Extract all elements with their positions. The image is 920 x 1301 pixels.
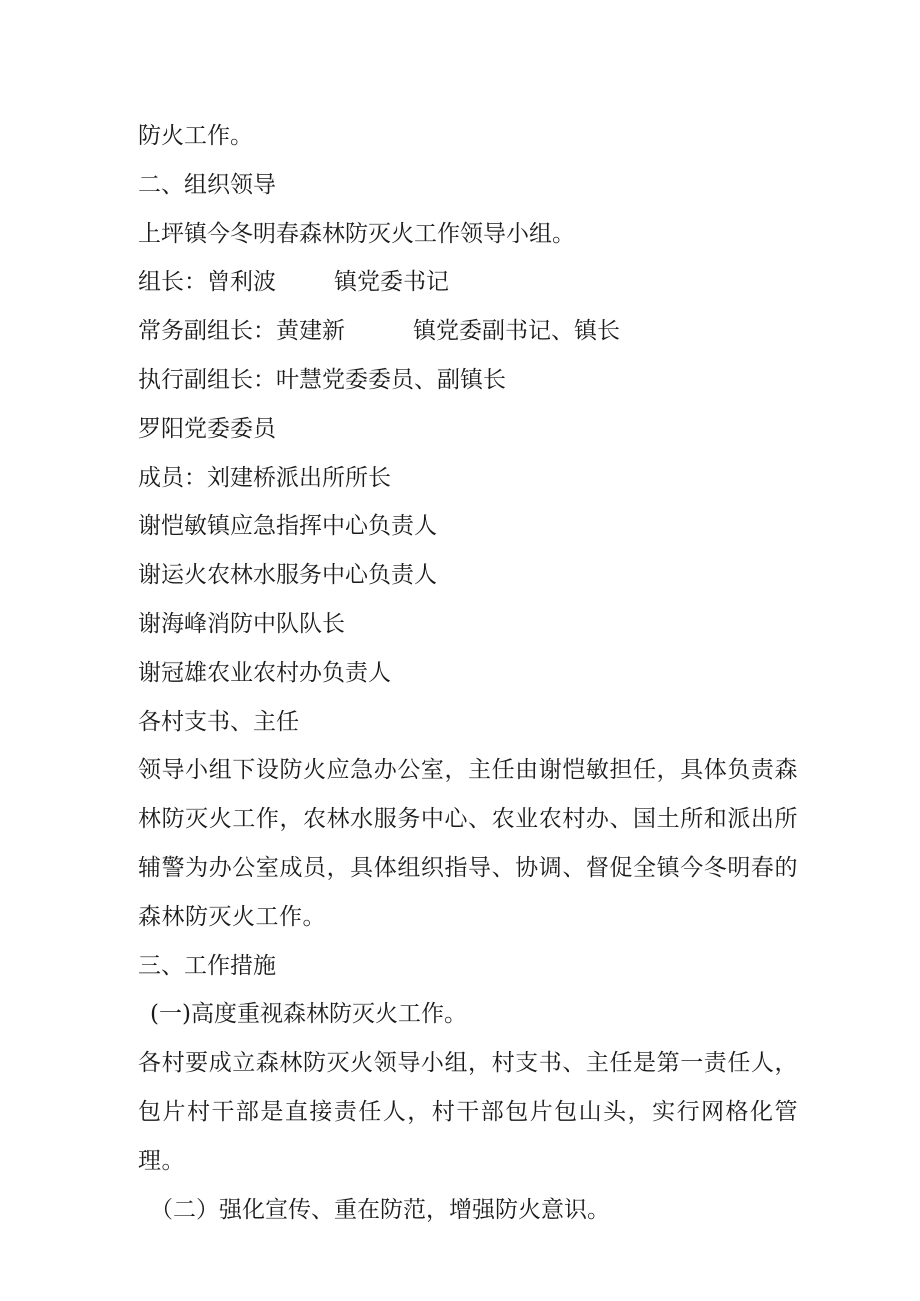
text-line: 谢恺敏镇应急指挥中心负责人	[138, 513, 437, 540]
member-name: 组长：曾利波	[138, 269, 276, 296]
paragraph: 领导小组下设防火应急办公室，主任由谢恺敏担任，具体负责森林防灭火工作，农林水服务中心、农业农村办、国土所和派出所辅警为办公室成员，具体组织指导、协调、督促全镇今冬明春的森林防灭火工作。	[138, 757, 798, 930]
text-line: 谢冠雄农业农村办负责人	[138, 659, 391, 686]
text-line: 各村支书、主任	[138, 708, 299, 735]
subsection-heading: （二）强化宣传、重在防范，增强防火意识。	[150, 1196, 610, 1223]
text-line: 成员：刘建桥派出所所长	[138, 464, 391, 491]
member-title: 镇党委书记	[334, 269, 449, 296]
text-line: 谢海峰消防中队队长	[138, 610, 345, 637]
member-line	[138, 258, 798, 307]
text-line: 防火工作。	[138, 123, 253, 149]
text-line: 上坪镇今冬明春森林防灭火工作领导小组。	[138, 220, 575, 247]
member-title: 镇党委副书记、镇长	[413, 318, 620, 345]
section-heading: 三、工作措施	[138, 952, 276, 979]
member-line	[138, 307, 798, 356]
paragraph: 各村要成立森林防灭火领导小组，村支书、主任是第一责任人，包片村干部是直接责任人，村干部包片包山头，实行网格化管理。	[138, 1050, 798, 1174]
text-line: 谢运火农林水服务中心负责人	[138, 562, 437, 589]
subsection-heading: (一)高度重视森林防灭火工作。	[150, 1001, 467, 1028]
member-name: 常务副组长：黄建新	[138, 318, 345, 345]
section-heading: 二、组织领导	[138, 171, 276, 198]
document-body	[138, 112, 798, 1234]
text-line: 罗阳党委委员	[138, 415, 276, 442]
text-line: 执行副组长：叶慧党委委员、副镇长	[138, 366, 506, 393]
